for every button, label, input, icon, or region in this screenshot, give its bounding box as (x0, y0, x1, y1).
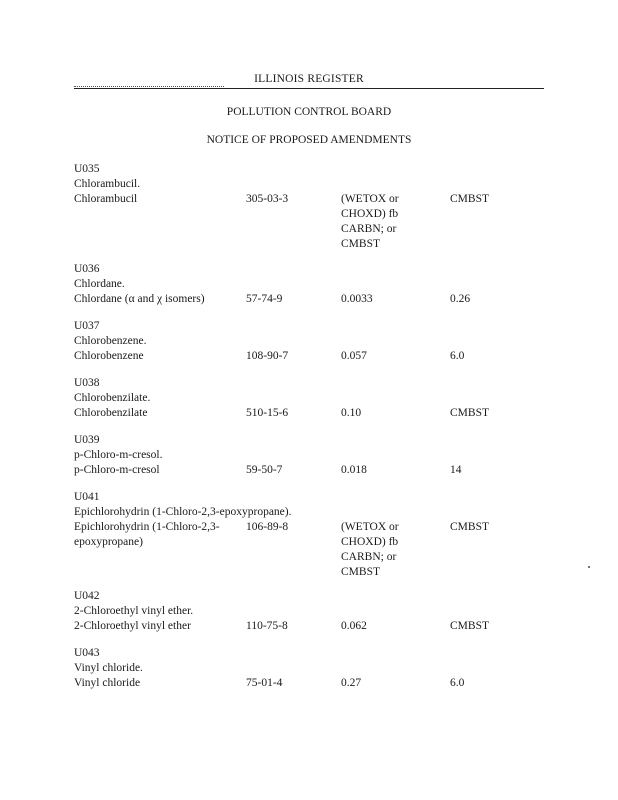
concentration-line: CMBST (341, 238, 380, 250)
concentration-line: CHOXD) fb (341, 536, 399, 548)
notice-title: NOTICE OF PROPOSED AMENDMENTS (206, 134, 412, 146)
concentration-line: CARBN; or (341, 223, 397, 235)
margin-speck (588, 566, 590, 568)
nonwastewater-standard: 0.26 (450, 293, 471, 305)
nonwastewater-standard: 6.0 (450, 350, 465, 362)
waste-heading: p-Chloro-m-cresol. (74, 449, 163, 461)
cas-number: 108-90-7 (246, 350, 289, 362)
nonwastewater-standard: CMBST (450, 407, 489, 419)
cas-number: 110-75-8 (246, 620, 288, 632)
concentration-line: CMBST (341, 566, 380, 578)
waste-code: U042 (74, 590, 100, 602)
wastewater-standard (341, 463, 367, 478)
concentration-line: 0.018 (341, 464, 367, 476)
waste-heading: Vinyl chloride. (74, 662, 143, 674)
header-rule-dots (74, 86, 224, 87)
wastewater-standard (341, 192, 399, 252)
waste-heading: 2-Chloroethyl vinyl ether. (74, 605, 194, 617)
waste-heading: Chlorambucil. (74, 178, 141, 190)
wastewater-standard (341, 349, 367, 364)
waste-code: U037 (74, 320, 100, 332)
cas-number: 75-01-4 (246, 677, 283, 689)
wastewater-standard (341, 520, 399, 580)
cas-number: 106-89-8 (246, 521, 289, 533)
waste-code: U041 (74, 491, 100, 503)
constituent-line: p-Chloro-m-cresol (74, 464, 160, 476)
constituent-name (74, 292, 205, 307)
nonwastewater-standard: 6.0 (450, 677, 465, 689)
constituent-name (74, 349, 144, 364)
cas-number: 59-50-7 (246, 464, 283, 476)
constituent-name (74, 192, 137, 207)
wastewater-standard (341, 292, 373, 307)
nonwastewater-standard: CMBST (450, 193, 489, 205)
nonwastewater-standard: CMBST (450, 620, 489, 632)
constituent-line: Chlorambucil (74, 193, 138, 205)
constituent-line: 2-Chloroethyl vinyl ether (74, 620, 191, 632)
register-title: ILLINOIS REGISTER (254, 73, 364, 85)
constituent-name (74, 619, 191, 634)
constituent-line: Chlorobenzilate (74, 407, 148, 419)
board-title: POLLUTION CONTROL BOARD (226, 106, 392, 118)
constituent-name (74, 676, 140, 691)
constituent-name (74, 463, 160, 478)
wastewater-standard (341, 676, 361, 691)
waste-heading: Chlordane. (74, 278, 125, 290)
waste-code: U036 (74, 263, 100, 275)
concentration-line: 0.10 (341, 407, 362, 419)
concentration-line: 0.057 (341, 350, 367, 362)
concentration-line: (WETOX or (341, 193, 399, 205)
cas-number: 57-74-9 (246, 293, 283, 305)
concentration-line: CARBN; or (341, 551, 397, 563)
constituent-line: Vinyl chloride (74, 677, 141, 689)
concentration-line: (WETOX or (341, 521, 399, 533)
constituent-name (74, 406, 147, 421)
cas-number: 510-15-6 (246, 407, 289, 419)
waste-heading: Chlorobenzene. (74, 335, 147, 347)
wastewater-standard (341, 406, 361, 421)
waste-code: U035 (74, 163, 100, 175)
constituent-line: Chlorobenzene (74, 350, 144, 362)
constituent-name (74, 520, 220, 550)
concentration-line: 0.062 (341, 620, 367, 632)
wastewater-standard (341, 619, 367, 634)
constituent-line: epoxypropane) (74, 536, 143, 548)
nonwastewater-standard: 14 (450, 464, 462, 476)
constituent-line: Epichlorohydrin (1-Chloro-2,3- (74, 521, 220, 533)
concentration-line: CHOXD) fb (341, 208, 399, 220)
concentration-line: 0.27 (341, 677, 362, 689)
constituent-line: Chlordane (α and χ isomers) (74, 293, 205, 305)
waste-heading: Chlorobenzilate. (74, 392, 151, 404)
concentration-line: 0.0033 (341, 293, 373, 305)
waste-code: U043 (74, 647, 100, 659)
header-rule (74, 88, 544, 89)
waste-code: U038 (74, 377, 100, 389)
cas-number: 305-03-3 (246, 193, 289, 205)
nonwastewater-standard: CMBST (450, 521, 489, 533)
waste-heading: Epichlorohydrin (1-Chloro-2,3-epoxypropane). (74, 506, 292, 518)
waste-code: U039 (74, 434, 100, 446)
